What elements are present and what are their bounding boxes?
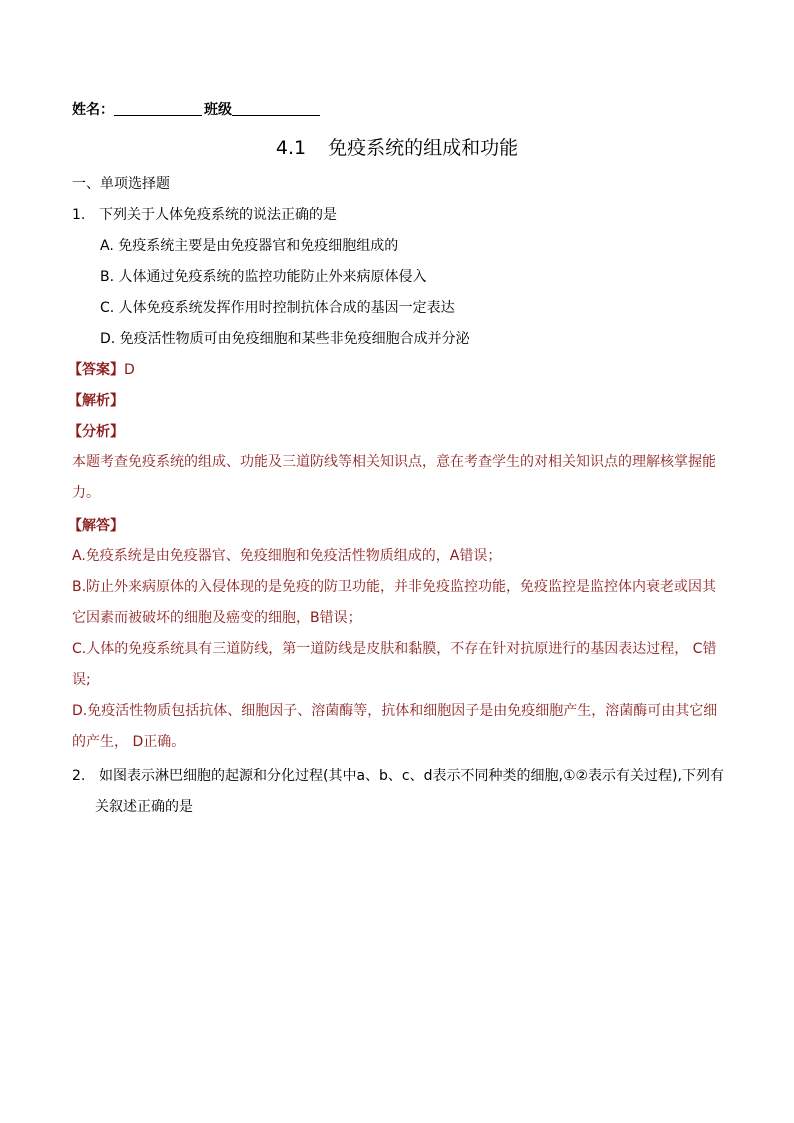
q1-stem: 下列关于人体免疫系统的说法正确的是: [99, 207, 337, 223]
page-title: [0, 136, 794, 160]
name-label: 姓名：: [72, 102, 114, 118]
analysis-label: 【解析】: [68, 393, 124, 409]
title-number: 4.1: [275, 137, 307, 159]
q1-option-b: B. 人体通过免疫系统的监控功能防止外来病原体侵入: [100, 269, 427, 285]
q2-stem-line1: 如图表示淋巴细胞的起源和分化过程(其中a、b、c、d表示不同种类的细胞,①②表示有关过程),下列有: [99, 768, 724, 784]
q1-option-a: A. 免疫系统主要是由免疫器官和免疫细胞组成的: [100, 238, 399, 254]
jieda-label: 【解答】: [68, 518, 124, 534]
name-blank: [114, 101, 202, 116]
jieda-c: C.人体的免疫系统具有三道防线，第一道防线是皮肤和黏膜，不存在针对抗原进行的基因表达过程， C错误;: [72, 641, 717, 688]
class-blank: [232, 101, 320, 116]
class-label: 班级: [204, 102, 232, 118]
fenxi-text: 本题考查免疫系统的组成、功能及三道防线等相关知识点，意在考查学生的对相关知识点的理解核掌握能力。: [72, 454, 716, 501]
q1-option-d: D. 免疫活性物质可由免疫细胞和某些非免疫细胞合成并分泌: [100, 331, 470, 347]
jieda-d: D.免疫活性物质包括抗体、细胞因子、溶菌酶等，抗体和细胞因子是由免疫细胞产生，溶菌酶可由其它细的产生， D正确。: [72, 703, 718, 750]
name-class-line: [72, 100, 322, 120]
q2-stem-line2: 关叙述正确的是: [95, 799, 193, 815]
q1-option-c: C. 人体免疫系统发挥作用时控制抗体合成的基因一定表达: [100, 300, 455, 316]
answer-label: 【答案】: [68, 362, 124, 378]
jieda-a: A.免疫系统是由免疫器官、免疫细胞和免疫活性物质组成的，A错误；: [72, 548, 502, 564]
title-text: 免疫系统的组成和功能: [328, 137, 519, 159]
q1-answer: [68, 360, 135, 380]
answer-value: D: [124, 362, 135, 378]
q2-number: 2.: [72, 768, 86, 784]
section-title: 一、单项选择题: [72, 176, 170, 192]
q1-number: 1.: [72, 207, 86, 223]
jieda-b: B.防止外来病原体的入侵体现的是免疫的防卫功能，并非免疫监控功能，免疫监控是监控体内衰老或因其它因素而被破坏的细胞及癌变的细胞，B错误；: [72, 579, 717, 626]
fenxi-label: 【分析】: [68, 424, 124, 440]
